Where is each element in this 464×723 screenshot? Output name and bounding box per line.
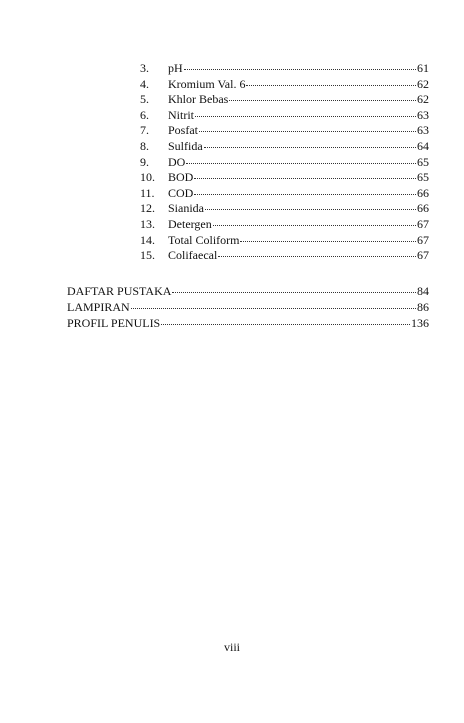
toc-entry-number: 10. [140,170,155,185]
toc-entry-page: 61 [417,61,429,75]
toc-entry[interactable] [140,200,429,216]
toc-entry-number: 12. [140,201,155,216]
toc-entry[interactable] [140,60,429,76]
toc-entry[interactable] [140,76,429,92]
toc-entry-title: LAMPIRAN [67,300,130,315]
toc-entry-number: 7. [140,123,149,138]
toc-entry[interactable] [140,185,429,201]
toc-entry-page: 63 [417,107,429,122]
toc-sub-list [140,60,429,263]
dot-leader [186,154,416,166]
toc-entry-title: Sianida [168,201,204,216]
toc-entry[interactable] [140,154,429,170]
toc-entry-page: 65 [417,154,429,169]
toc-entry-page: 67 [417,248,429,263]
toc-entry-title: Sulfida [168,138,203,153]
toc-entry-title: Kromium Val. 6 [168,76,246,91]
toc-entry-number: 11. [140,185,155,200]
toc-entry-number: 6. [140,107,149,122]
toc-entry-page: 63 [417,123,429,138]
dot-leader [240,232,416,244]
toc-entry-page: 84 [417,284,429,298]
toc-entry-number: 5. [140,92,149,107]
toc-entry[interactable] [140,216,429,232]
toc-entry-profil-penulis[interactable] [67,315,429,331]
toc-entry[interactable] [140,107,429,123]
dot-leader [184,60,416,72]
toc-entry[interactable] [140,122,429,138]
toc-entry-page: 86 [417,300,429,315]
toc-entry-page: 65 [417,170,429,185]
toc-entry-title: DO [168,154,186,169]
dot-leader [131,299,416,311]
toc-entry-title: Colifaecal [168,248,218,263]
toc-entry-number: 15. [140,248,155,263]
toc-entry[interactable] [140,138,429,154]
toc-entry-title: BOD [168,170,194,185]
toc-entry-lampiran[interactable] [67,299,429,315]
toc-entry-title: Khlor Bebas [168,92,229,107]
dot-leader [246,76,416,88]
toc-entry-title: PROFIL PENULIS [67,316,161,331]
dot-leader [195,107,416,119]
dot-leader [229,91,416,103]
toc-entry-title: Posfat [168,123,198,138]
toc-entry[interactable] [140,169,429,185]
dot-leader [194,169,416,181]
toc-entry[interactable] [140,232,429,248]
toc-entry-number: 9. [140,154,149,169]
toc-entry-page: 66 [417,201,429,216]
toc-entry-page: 62 [417,92,429,107]
dot-leader [218,247,416,259]
toc-entry-page: 64 [417,138,429,153]
toc-entry-number: 3. [140,61,149,75]
toc-entry-number: 13. [140,216,155,231]
toc-entry-number: 4. [140,76,149,91]
toc-entry-page: 62 [417,76,429,91]
toc-entry-title: Total Coliform [168,232,240,247]
toc-entry-number: 8. [140,138,149,153]
toc-main-list [67,283,429,332]
toc-entry-title: COD [168,185,194,200]
toc-entry-number: 14. [140,232,155,247]
toc-entry[interactable] [140,247,429,263]
dot-leader [205,200,416,212]
dot-leader [204,138,416,150]
dot-leader [172,283,416,295]
dot-leader [213,216,416,228]
page-number: viii [223,640,240,654]
toc-entry-title: DAFTAR PUSTAKA [67,284,172,298]
toc-entry-title: Detergen [168,216,212,231]
toc-entry-title: pH [168,61,183,75]
dot-leader [194,185,416,197]
toc-entry-page: 136 [411,316,429,331]
toc-entry-daftar-pustaka[interactable] [67,283,429,299]
toc-entry-page: 67 [417,232,429,247]
toc-entry-page: 67 [417,216,429,231]
dot-leader [199,122,416,134]
toc-entry-page: 66 [417,185,429,200]
dot-leader [161,315,410,327]
toc-entry-title: Nitrit [168,107,194,122]
toc-entry[interactable] [140,91,429,107]
